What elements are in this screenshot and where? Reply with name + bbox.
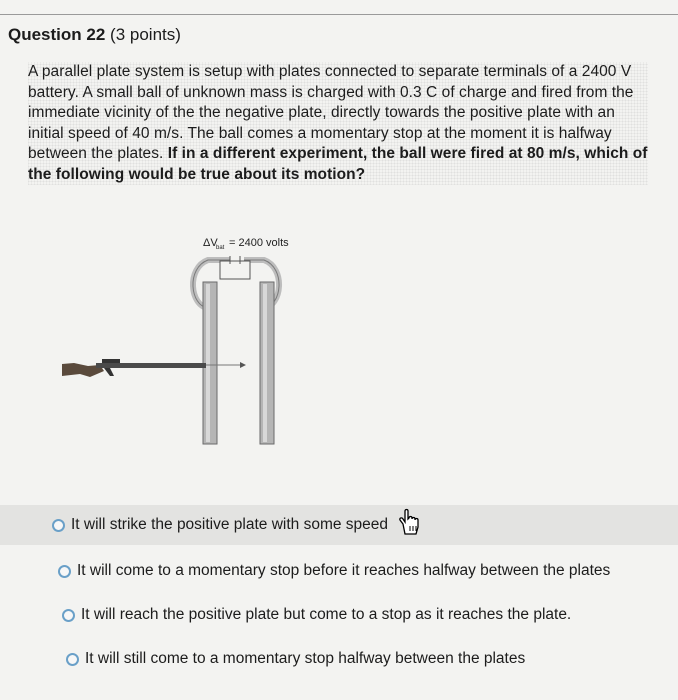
question-stem-text: A parallel plate system is setup with plates connected to separate terminals of a 2400 V battery. A small ball of unknown mass is charged with 0.3 C of charge and fired from the immediate vicinity of the the negative plate, directly towards the positive plate with an initial speed of 40 m/s. The ball comes a momentary stop at the moment it is halfway between the plates. (28, 63, 634, 162)
answer-option[interactable] (0, 551, 678, 591)
answer-option-label: It will still come to a momentary stop halfway between the plates (85, 650, 526, 667)
question-points: (3 points) (110, 25, 181, 44)
answer-option[interactable] (0, 639, 678, 679)
voltage-value: = 2400 volts (229, 237, 289, 249)
hand-cursor-icon (397, 508, 423, 541)
radio-button[interactable] (66, 653, 79, 666)
answer-option-label: It will come to a momentary stop before it reaches halfway between the plates (77, 562, 611, 579)
question-stem-bold: If in a different experiment, the ball were fired at 80 m/s, which of the following would be true about its motion? (28, 145, 648, 183)
rifle-icon (62, 359, 206, 377)
question-header (8, 25, 181, 45)
answer-option-label: It will strike the positive plate with some speed (71, 516, 389, 533)
plate-diagram (40, 228, 340, 458)
radio-button[interactable] (52, 519, 65, 532)
radio-button[interactable] (62, 609, 75, 622)
answer-option-label: It will reach the positive plate but come to a stop as it reaches the plate. (81, 606, 572, 623)
question-number: Question 22 (8, 25, 106, 44)
voltage-subscript: bat (216, 245, 225, 251)
parallel-plate-figure (40, 228, 340, 458)
answer-option[interactable] (0, 595, 678, 635)
divider (0, 14, 678, 15)
answer-option[interactable] (0, 505, 678, 545)
radio-button[interactable] (58, 565, 71, 578)
voltage-label: ΔV (203, 237, 218, 249)
battery-icon (220, 261, 250, 279)
question-stem (28, 62, 648, 185)
